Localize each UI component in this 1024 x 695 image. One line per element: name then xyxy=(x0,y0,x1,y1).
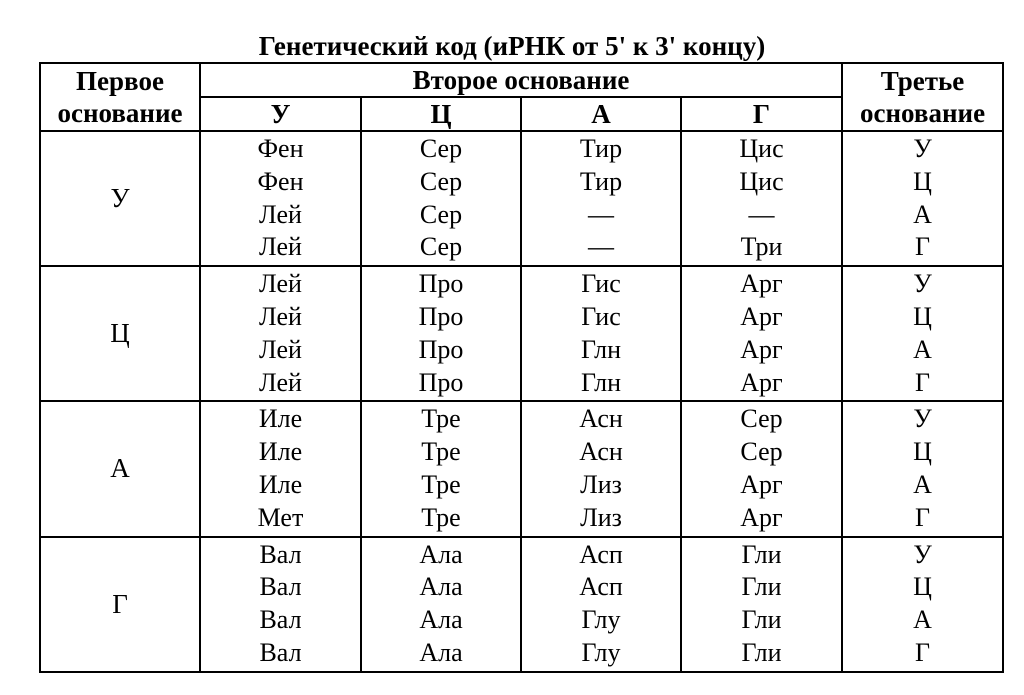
amino-acid: Арг xyxy=(740,367,783,397)
amino-acid: Лиз xyxy=(580,502,622,532)
amino-acid: Асн xyxy=(579,404,623,434)
table-row xyxy=(40,266,1003,401)
amino-acid: Вал xyxy=(259,637,302,667)
amino-acid: Арг xyxy=(740,301,783,331)
amino-acid-cell xyxy=(681,401,842,536)
second-base-col-header: У xyxy=(200,97,361,131)
amino-acid: Про xyxy=(418,269,464,299)
amino-acid: Тре xyxy=(421,404,461,434)
table-row xyxy=(40,131,1003,266)
third-base: А xyxy=(913,469,932,499)
amino-acid-cell xyxy=(200,266,361,401)
amino-acid-cell xyxy=(361,266,521,401)
amino-acid: Вал xyxy=(259,539,302,569)
amino-acid: Лей xyxy=(259,269,302,299)
amino-acid: Три xyxy=(740,232,783,262)
amino-acid: Сер xyxy=(419,232,463,262)
amino-acid-cell xyxy=(521,401,681,536)
third-base: А xyxy=(913,334,932,364)
amino-acid-cell xyxy=(361,537,521,672)
first-base-header xyxy=(40,63,200,131)
amino-acid: Тир xyxy=(579,166,623,196)
amino-acid: Вал xyxy=(259,572,302,602)
amino-acid: Ала xyxy=(419,572,463,602)
amino-acid: Гли xyxy=(741,539,782,569)
third-base: У xyxy=(913,539,932,569)
amino-acid: Асп xyxy=(579,539,623,569)
third-base: Ц xyxy=(913,301,932,331)
amino-acid: Сер xyxy=(740,437,783,467)
third-base-header-line2: основание xyxy=(860,98,986,128)
amino-acid: Глу xyxy=(581,605,621,635)
amino-acid-cell xyxy=(200,401,361,536)
amino-acid: Асп xyxy=(579,572,623,602)
amino-acid: Про xyxy=(418,367,464,397)
amino-acid: Арг xyxy=(740,469,783,499)
amino-acid-cell xyxy=(361,131,521,266)
amino-acid: — xyxy=(588,232,614,262)
amino-acid: Лиз xyxy=(580,469,622,499)
third-base: А xyxy=(913,605,932,635)
third-base: Г xyxy=(915,367,931,397)
third-base-cell xyxy=(842,131,1003,266)
amino-acid: Гис xyxy=(581,301,621,331)
third-base: Ц xyxy=(913,166,932,196)
second-base-header: Второе основание xyxy=(200,63,842,97)
amino-acid: Глн xyxy=(581,367,621,397)
amino-acid: Вал xyxy=(259,605,302,635)
amino-acid: Тре xyxy=(421,469,461,499)
third-base: Г xyxy=(915,637,931,667)
first-base-header-line1: Первое xyxy=(76,66,164,96)
second-base-col-header: А xyxy=(521,97,681,131)
third-base: Г xyxy=(915,502,931,532)
amino-acid: Про xyxy=(418,334,464,364)
amino-acid-cell xyxy=(521,537,681,672)
amino-acid-cell xyxy=(521,131,681,266)
amino-acid: Сер xyxy=(740,404,783,434)
first-base-cell: У xyxy=(40,131,200,266)
third-base: Г xyxy=(915,232,931,262)
first-base-cell: А xyxy=(40,401,200,536)
amino-acid: Сер xyxy=(419,199,463,229)
amino-acid: Арг xyxy=(740,269,783,299)
amino-acid-cell xyxy=(681,266,842,401)
amino-acid-cell xyxy=(200,131,361,266)
second-base-col-header: Ц xyxy=(361,97,521,131)
amino-acid: Тре xyxy=(421,437,461,467)
third-base-cell xyxy=(842,266,1003,401)
third-base: У xyxy=(913,269,932,299)
amino-acid: Мет xyxy=(257,502,304,532)
amino-acid: Глу xyxy=(581,637,621,667)
amino-acid: Глн xyxy=(581,334,621,364)
amino-acid: Гли xyxy=(741,605,782,635)
amino-acid: — xyxy=(748,199,775,229)
third-base-header xyxy=(842,63,1003,131)
amino-acid: — xyxy=(588,199,614,229)
amino-acid: Ала xyxy=(419,637,463,667)
amino-acid: Лей xyxy=(259,232,302,262)
amino-acid: Сер xyxy=(419,166,463,196)
amino-acid-cell xyxy=(200,537,361,672)
amino-acid: Арг xyxy=(740,334,783,364)
third-base-cell xyxy=(842,401,1003,536)
amino-acid: Ала xyxy=(419,539,463,569)
table-title: Генетический код (иРНК от 5' к 3' концу) xyxy=(258,31,766,61)
amino-acid-cell xyxy=(681,537,842,672)
amino-acid: Иле xyxy=(258,469,303,499)
third-base: Ц xyxy=(913,437,932,467)
third-base: У xyxy=(913,134,932,163)
first-base-cell: Г xyxy=(40,537,200,672)
genetic-code-table xyxy=(39,62,1004,673)
table-row xyxy=(40,537,1003,672)
third-base: Ц xyxy=(913,572,932,602)
second-base-col-header: Г xyxy=(681,97,842,131)
amino-acid-cell xyxy=(361,401,521,536)
amino-acid: Тре xyxy=(421,502,461,532)
amino-acid: Гли xyxy=(741,637,782,667)
first-base-cell: Ц xyxy=(40,266,200,401)
amino-acid: Лей xyxy=(259,301,302,331)
amino-acid: Асн xyxy=(579,437,623,467)
amino-acid: Лей xyxy=(259,367,302,397)
amino-acid: Гис xyxy=(581,269,621,299)
amino-acid: Про xyxy=(418,301,464,331)
amino-acid: Гли xyxy=(741,572,782,602)
third-base-cell xyxy=(842,537,1003,672)
amino-acid-cell xyxy=(521,266,681,401)
amino-acid: Цис xyxy=(739,166,784,196)
third-base: У xyxy=(913,404,932,434)
amino-acid: Лей xyxy=(259,334,302,364)
amino-acid: Тир xyxy=(579,134,623,163)
amino-acid: Фен xyxy=(257,166,304,196)
amino-acid: Арг xyxy=(740,502,783,532)
table-row xyxy=(40,401,1003,536)
amino-acid: Сер xyxy=(419,134,463,163)
third-base-header-line1: Третье xyxy=(880,66,965,96)
amino-acid: Цис xyxy=(739,134,784,163)
third-base: А xyxy=(913,199,932,229)
amino-acid: Ала xyxy=(419,605,463,635)
first-base-header-line2: основание xyxy=(57,98,183,128)
amino-acid: Иле xyxy=(258,437,303,467)
amino-acid-cell xyxy=(681,131,842,266)
amino-acid: Иле xyxy=(258,404,303,434)
amino-acid: Лей xyxy=(259,199,302,229)
amino-acid: Фен xyxy=(257,134,304,163)
